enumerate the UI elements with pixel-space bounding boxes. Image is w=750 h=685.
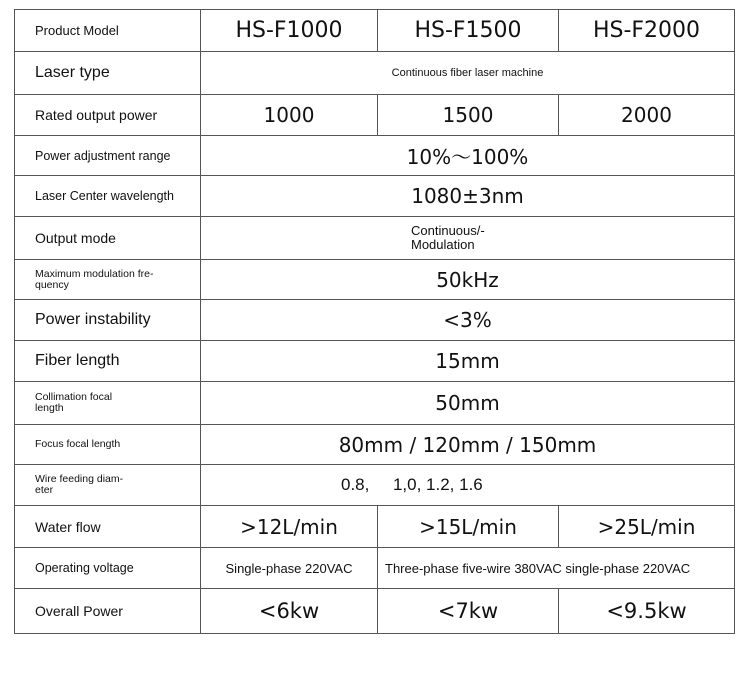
operating-voltage-three-phase: Three-phase five-wire 380VAC single-phase 220VAC xyxy=(378,548,735,589)
model-hs-f2000: HS-F2000 xyxy=(559,10,735,52)
row-fiber-length xyxy=(15,341,735,382)
row-wavelength xyxy=(15,176,735,217)
power-instability-label: Power instability xyxy=(15,300,201,341)
focus-focal-length-value: 80mm / 120mm / 150mm xyxy=(201,425,735,465)
power-adjustment-value: 10%～100% xyxy=(201,136,735,176)
output-mode-line2: Modulation xyxy=(411,237,475,252)
overall-power-hs-f1000: <6kw xyxy=(201,589,378,634)
water-flow-hs-f2000: >25L/min xyxy=(559,506,735,548)
wire-feeding-label xyxy=(15,465,201,506)
water-flow-hs-f1000: >12L/min xyxy=(201,506,378,548)
row-focus-focal-length xyxy=(15,425,735,465)
wire-feeding-label-line2: eter xyxy=(35,484,54,496)
spec-table xyxy=(14,9,735,634)
wavelength-value: 1080±3nm xyxy=(201,176,735,217)
modulation-frequency-value: 50kHz xyxy=(201,260,735,300)
row-wire-feeding xyxy=(15,465,735,506)
model-hs-f1000: HS-F1000 xyxy=(201,10,378,52)
operating-voltage-single-phase: Single-phase 220VAC xyxy=(201,548,378,589)
row-product-model xyxy=(15,10,735,52)
collimation-label xyxy=(15,382,201,425)
rated-power-2000: 2000 xyxy=(559,95,735,136)
output-mode-line1: Continuous/- xyxy=(411,223,485,238)
overall-power-label: Overall Power xyxy=(15,589,201,634)
fiber-length-label: Fiber length xyxy=(15,341,201,382)
water-flow-label: Water flow xyxy=(15,506,201,548)
wire-feeding-value: 0.8, 1,0, 1.2, 1.6 xyxy=(201,465,735,506)
water-flow-hs-f1500: >15L/min xyxy=(378,506,559,548)
collimation-value: 50mm xyxy=(201,382,735,425)
output-mode-label: Output mode xyxy=(15,217,201,260)
row-rated-output-power xyxy=(15,95,735,136)
wavelength-label: Laser Center wavelength xyxy=(15,176,201,217)
rated-power-1000: 1000 xyxy=(201,95,378,136)
row-overall-power xyxy=(15,589,735,634)
overall-power-hs-f2000: <9.5kw xyxy=(559,589,735,634)
laser-type-value: Continuous fiber laser machine xyxy=(201,52,735,95)
row-output-mode xyxy=(15,217,735,260)
product-model-label: Product Model xyxy=(15,10,201,52)
rated-power-1500: 1500 xyxy=(378,95,559,136)
operating-voltage-label: Operating voltage xyxy=(15,548,201,589)
focus-focal-length-label: Focus focal length xyxy=(15,425,201,465)
power-adjustment-label: Power adjustment range xyxy=(15,136,201,176)
modulation-frequency-label-line2: quency xyxy=(35,278,69,291)
row-water-flow xyxy=(15,506,735,548)
modulation-frequency-label-line1: Maximum modulation fre- xyxy=(35,267,154,280)
row-power-instability xyxy=(15,300,735,341)
rated-output-power-label: Rated output power xyxy=(15,95,201,136)
modulation-frequency-label xyxy=(15,260,201,300)
row-operating-voltage xyxy=(15,548,735,589)
row-modulation-frequency xyxy=(15,260,735,300)
output-mode-value xyxy=(201,217,735,260)
row-collimation xyxy=(15,382,735,425)
laser-type-label: Laser type xyxy=(15,52,201,95)
collimation-label-line1: Collimation focal xyxy=(35,391,113,403)
row-power-adjustment xyxy=(15,136,735,176)
overall-power-hs-f1500: <7kw xyxy=(378,589,559,634)
collimation-label-line2: length xyxy=(35,402,64,414)
model-hs-f1500: HS-F1500 xyxy=(378,10,559,52)
fiber-length-value: 15mm xyxy=(201,341,735,382)
power-instability-value: <3% xyxy=(201,300,735,341)
row-laser-type xyxy=(15,52,735,95)
wire-feeding-label-line1: Wire feeding diam- xyxy=(35,473,124,485)
